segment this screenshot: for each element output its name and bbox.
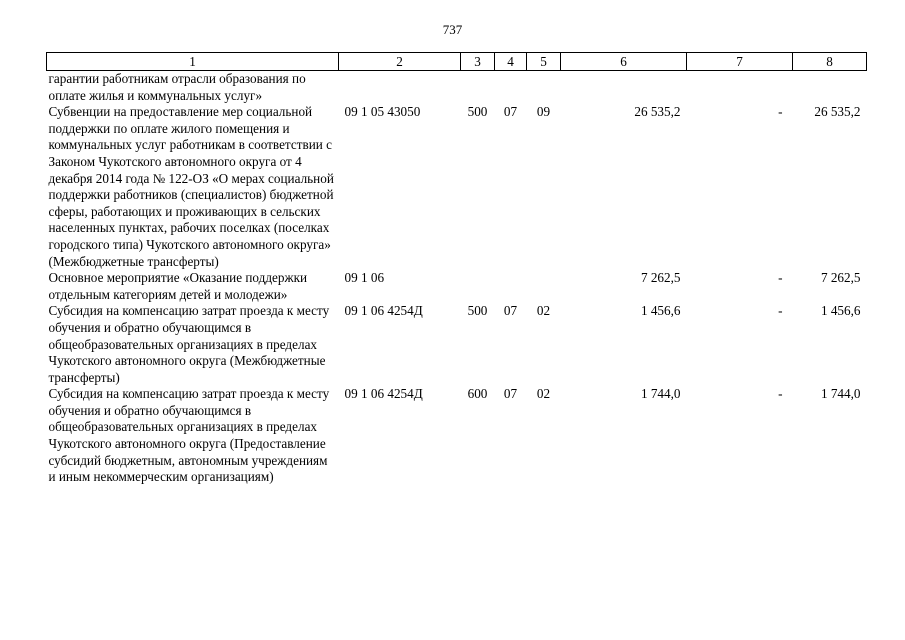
row-col7 bbox=[687, 71, 793, 105]
header-row bbox=[47, 53, 867, 71]
page-number: 737 bbox=[442, 22, 463, 37]
header-col-2: 2 bbox=[339, 53, 461, 71]
row-col7: - bbox=[778, 303, 783, 319]
table-row bbox=[47, 270, 867, 303]
table-body bbox=[47, 71, 867, 486]
header-col-5: 5 bbox=[527, 53, 561, 71]
row-pr bbox=[527, 270, 561, 303]
row-name: гарантии работникам отрасли образования по оплате жилья и коммунальных услуг» bbox=[48, 71, 306, 103]
table-header bbox=[47, 53, 867, 71]
row-pr: 09 bbox=[536, 104, 551, 120]
header-col-4: 4 bbox=[495, 53, 527, 71]
row-name: Субсидия на компенсацию затрат проезда к месту обучения и обратно обучающимся в общеобразовательных организациях в пределах Чукотского автономного округа (Предоставление субсидий бюджетным, автономным учреждениям и иным некоммерческим организациям) bbox=[48, 386, 330, 485]
budget-table bbox=[46, 52, 867, 486]
row-vr bbox=[461, 71, 495, 105]
row-pr bbox=[527, 71, 561, 105]
table-row bbox=[47, 386, 867, 486]
row-vr: 600 bbox=[467, 386, 488, 402]
row-col6: 1 744,0 bbox=[640, 386, 681, 402]
row-col8: 1 456,6 bbox=[820, 303, 861, 319]
header-col-3: 3 bbox=[461, 53, 495, 71]
row-col6: 26 535,2 bbox=[634, 104, 681, 120]
row-col8: 7 262,5 bbox=[820, 270, 861, 286]
header-col-7: 7 bbox=[687, 53, 793, 71]
row-col8 bbox=[793, 71, 867, 105]
row-rz bbox=[495, 71, 527, 105]
row-col6: 7 262,5 bbox=[640, 270, 681, 286]
row-vr: 500 bbox=[467, 303, 488, 319]
row-rz: 07 bbox=[503, 104, 518, 120]
row-col7: - bbox=[778, 104, 783, 120]
table-row bbox=[47, 104, 867, 270]
row-col6 bbox=[561, 71, 687, 105]
row-rz: 07 bbox=[503, 303, 518, 319]
header-col-6: 6 bbox=[561, 53, 687, 71]
table-row bbox=[47, 303, 867, 386]
row-rz bbox=[495, 270, 527, 303]
row-vr: 500 bbox=[467, 104, 488, 120]
row-code: 09 1 06 4254Д bbox=[344, 386, 423, 402]
table-row bbox=[47, 71, 867, 105]
row-name: Субсидия на компенсацию затрат проезда к месту обучения и обратно обучающимся в общеобразовательных организациях в пределах Чукотского автономного округа (Межбюджетные трансферты) bbox=[48, 303, 330, 385]
row-vr bbox=[461, 270, 495, 303]
row-code: 09 1 06 bbox=[344, 270, 385, 286]
row-col8: 26 535,2 bbox=[814, 104, 861, 120]
row-col7: - bbox=[778, 270, 783, 286]
row-col6: 1 456,6 bbox=[640, 303, 681, 319]
row-code: 09 1 05 43050 bbox=[344, 104, 421, 120]
row-code bbox=[339, 71, 461, 105]
header-col-1: 1 bbox=[47, 53, 339, 71]
header-col-8: 8 bbox=[793, 53, 867, 71]
row-col7: - bbox=[778, 386, 783, 402]
row-rz: 07 bbox=[503, 386, 518, 402]
row-pr: 02 bbox=[536, 303, 551, 319]
row-col8: 1 744,0 bbox=[820, 386, 861, 402]
row-name: Основное мероприятие «Оказание поддержки отдельным категориям детей и молодежи» bbox=[48, 270, 308, 302]
row-pr: 02 bbox=[536, 386, 551, 402]
row-code: 09 1 06 4254Д bbox=[344, 303, 423, 319]
row-name: Субвенции на предоставление мер социальной поддержки по оплате жилого помещения и коммунальных услуг работникам в соответствии с Законом Чукотского автономного округа от 4 декабря 2014 года № 122-ОЗ «О мерах социальной поддержки работников (специалистов) бюджетной сферы, работающих и проживающих в сельских населенных пунктах, рабочих поселках (поселках городского типа) Чукотского автономного округа» (Межбюджетные трансферты) bbox=[48, 104, 334, 269]
